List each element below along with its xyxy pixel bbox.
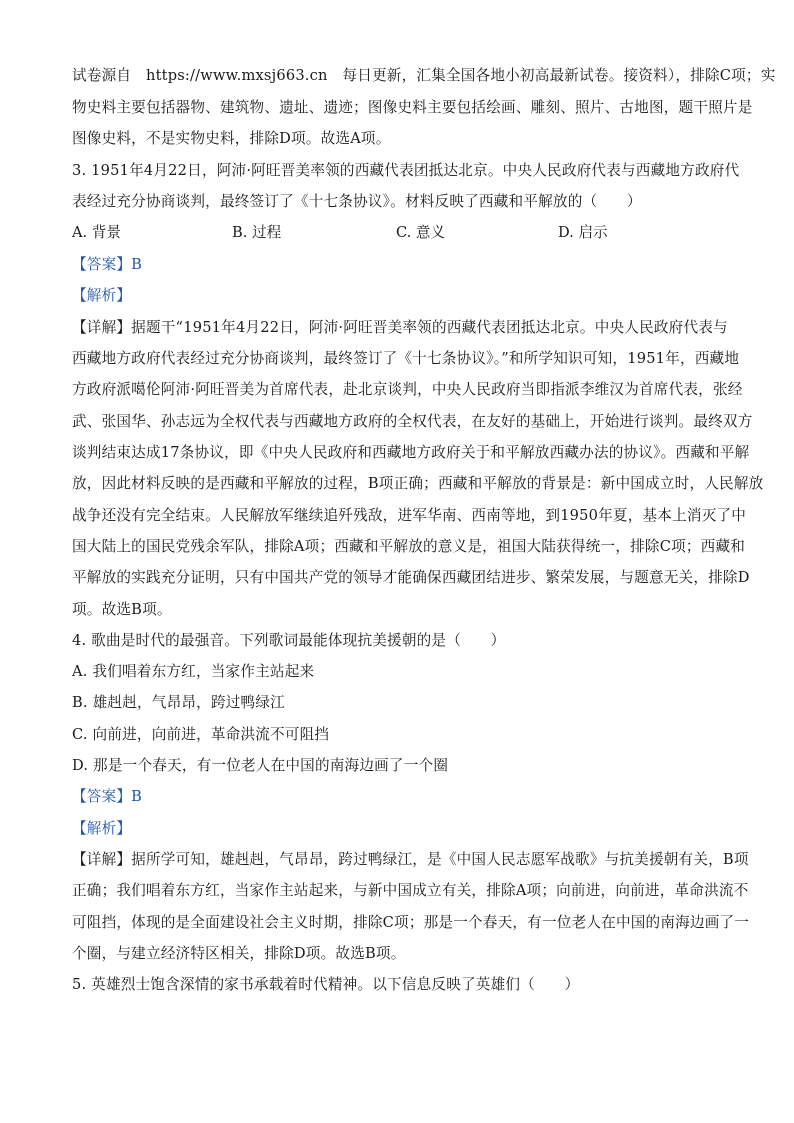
q4-option-a: A. 我们唱着东方红，当家作主站起来 [72,663,315,680]
q4-detail-line-3: 可阻挡，体现的是全面建设社会主义时期，排除C项；那是一个春天，有一位老人在中国的南海边画了一 [72,914,750,931]
q3-detail-line-1: 【详解】据题干“1951年4月22日，阿沛·阿旺晋美率领的西藏代表团抵达北京。中央人民政府代表与 [72,319,728,336]
q3-detail-line-7: 战争还没有完全结束。人民解放军继续追歼残敌，进军华南、西南等地，到1950年夏，基本上消灭了中 [72,507,747,524]
q3-detail-line-2: 西藏地方政府代表经过充分协商谈判，最终签订了《十七条协议》。”和所学知识可知，1951年，西藏地 [72,350,740,367]
q3-answer: 【答案】B [72,256,143,273]
q5-stem: 5. 英雄烈士饱含深情的家书承载着时代精神。以下信息反映了英雄们（ ） [72,976,580,993]
q4-stem: 4. 歌曲是时代的最强音。下列歌词最能体现抗美援朝的是（ ） [72,632,506,649]
q3-detail-line-5: 谈判结束达成17条协议，即《中央人民政府和西藏地方政府关于和平解放西藏办法的协议》。西藏和平解 [72,444,750,461]
q3-stem-line-1: 3. 1951年4月22日，阿沛·阿旺晋美率领的西藏代表团抵达北京。中央人民政府代表与西藏地方政府代 [72,162,740,179]
q3-option-d: D. 启示 [558,224,608,241]
q3-detail-line-9: 平解放的实践充分证明，只有中国共产党的领导才能确保西藏团结进步、繁荣发展，与题意无关，排除D [72,569,750,586]
q4-answer: 【答案】B [72,788,143,805]
q4-option-b: B. 雄赳赳，气昂昂，跨过鸭绿江 [72,694,285,711]
q3-detail-line-3: 方政府派噶伦阿沛·阿旺晋美为首席代表，赴北京谈判，中央人民政府当即指派李维汉为首席代表，张经 [72,381,743,398]
header-source-line: 试卷源自 https://www.mxsj663.cn 每日更新，汇集全国各地小初高最新试卷。接资料），排除C项；实 [72,67,776,84]
q3-option-c: C. 意义 [396,224,446,241]
q4-analysis-heading: 【解析】 [72,820,132,837]
q4-option-c: C. 向前进，向前进，革命洪流不可阻挡 [72,726,330,743]
q4-detail-line-2: 正确；我们唱着东方红，当家作主站起来，与新中国成立有关，排除A项；向前进，向前进，革命洪流不 [72,882,749,899]
q3-options [72,224,732,242]
q3-detail-line-6: 放，因此材料反映的是西藏和平解放的过程，B项正确；西藏和平解放的背景是：新中国成立时，人民解放 [72,475,764,492]
q3-detail-line-8: 国大陆上的国民党残余军队，排除A项；西藏和平解放的意义是，祖国大陆获得统一，排除C项；西藏和 [72,538,746,555]
q3-analysis-heading: 【解析】 [72,287,132,304]
q4-detail-line-1: 【详解】据所学可知，雄赳赳，气昂昂，跨过鸭绿江，是《中国人民志愿军战歌》与抗美援朝有关，B项 [72,851,749,868]
q3-option-a: A. 背景 [72,224,122,241]
q4-detail-line-4: 个圈，与建立经济特区相关，排除D项。故选B项。 [72,945,406,962]
q3-detail-line-4: 武、张国华、孙志远为全权代表与西藏地方政府的全权代表，在友好的基础上，开始进行谈判。最终双方 [72,413,753,430]
q3-stem-line-2: 表经过充分协商谈判，最终签订了《十七条协议》。材料反映了西藏和平解放的（ ） [72,193,642,210]
prev-analysis-line-1: 物史料主要包括器物、建筑物、遗址、遗迹；图像史料主要包括绘画、雕刻、照片、古地图，题干照片是 [72,99,753,116]
prev-analysis-line-2: 图像史料，不是实物史料，排除D项。故选A项。 [72,130,391,147]
q3-detail-line-10: 项。故选B项。 [72,601,172,618]
q3-option-b: B. 过程 [232,224,282,241]
q4-option-d: D. 那是一个春天，有一位老人在中国的南海边画了一个圈 [72,757,449,774]
